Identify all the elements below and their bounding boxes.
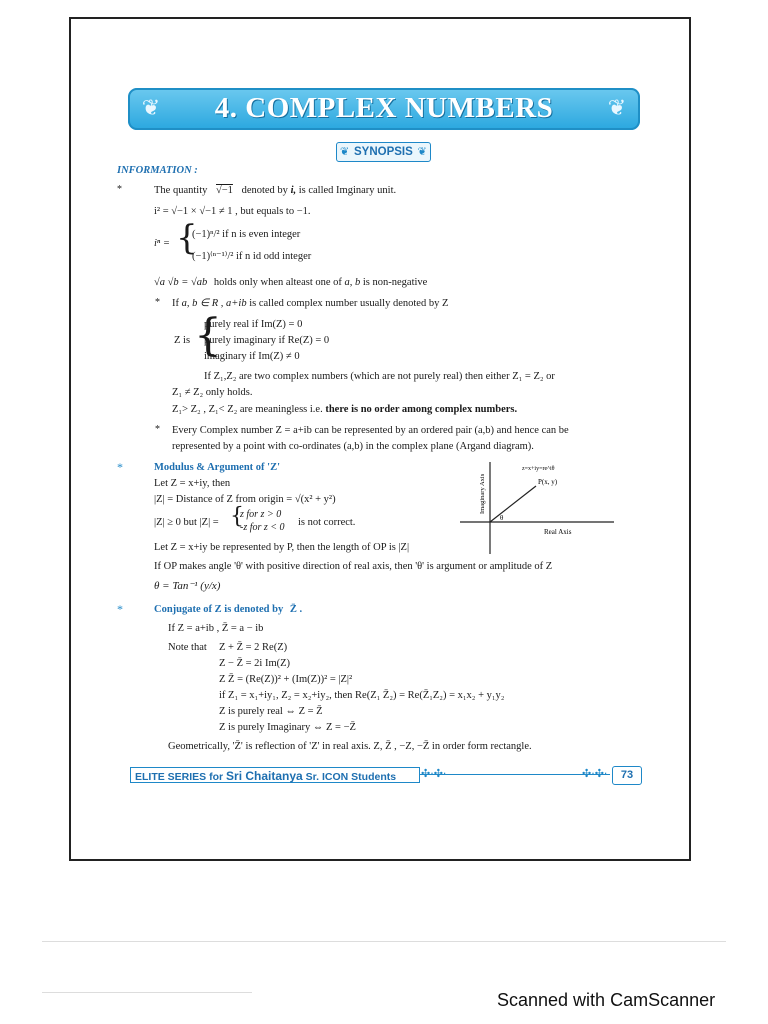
left-brace: { — [230, 504, 244, 529]
text-segment: Conjugate of Z is denoted by — [154, 604, 284, 615]
figure-angle-label: θ — [500, 514, 504, 522]
i-power-case-even: (−1)ⁿ/² if n is even integer — [192, 229, 301, 240]
conjugate-note: Note that — [168, 642, 207, 653]
figure-top-label: z=x+iy=re^iθ — [522, 466, 555, 472]
left-brace: { — [176, 218, 198, 258]
banner-ornament-right-icon: ❦ — [607, 96, 627, 121]
conjugate-geometric: Geometrically, 'Z̄' is reflection of 'Z' in real axis. Z, Z̄ , −Z, −Z̄ in order form rectangle. — [168, 741, 532, 752]
conjugate-property-1: Z + Z̄ = 2 Re(Z) — [219, 642, 288, 653]
modulus-op-length: Let Z = x+iy be represented by P, then the length of OP is |Z| — [154, 542, 410, 553]
sqrt-minus-one: √−1 — [216, 185, 233, 196]
i-power-n-lhs: iⁿ = — [154, 238, 170, 249]
case-purely-imaginary: purely imaginary if Re(Z) = 0 — [204, 335, 330, 346]
i-squared-line: i² = √−1 × √−1 ≠ 1 , but equals to −1. — [154, 206, 311, 217]
text-segment: a, b — [344, 277, 361, 288]
modulus-theta-formula: θ = Tan⁻¹ (y/x) — [154, 580, 221, 592]
footer-series-suffix: Sr. ICON Students — [305, 771, 397, 783]
figure-x-axis-label: Real Axis — [544, 528, 572, 536]
figure-y-axis-label: Imaginary Axis — [479, 473, 486, 514]
synopsis-ornament-right-icon: ❦ — [417, 145, 427, 158]
argand-line-1: Every Complex number Z = a+ib can be represented by an ordered pair (a,b) and hence can be — [172, 425, 569, 436]
synopsis-badge — [336, 142, 431, 162]
page-number: 73 — [612, 766, 642, 785]
sqrt-rule-line — [154, 276, 427, 289]
conjugate-property-5: Z is purely real ⇔ Z = Z̄ — [219, 706, 323, 717]
bullet-icon: * — [117, 602, 123, 616]
conjugate-property-2: Z − Z̄ = 2i Im(Z) — [219, 658, 291, 669]
synopsis-ornament-left-icon: ❦ — [340, 145, 350, 158]
conjugate-property-3: Z Z̄ = (Re(Z))² + (Im(Z))² = |Z|² — [219, 674, 353, 685]
conjugate-heading — [154, 603, 302, 616]
footer-dots-left-icon: ✣·✣· — [421, 767, 447, 780]
chapter-title: 4. COMPLEX NUMBERS — [214, 92, 554, 124]
modulus-not-correct: is not correct. — [298, 517, 356, 528]
text-segment: denoted by — [241, 185, 288, 196]
order-line-2: Z₁ ≠ Z₂ only holds. — [172, 387, 253, 398]
modulus-let: Let Z = x+iy, then — [154, 478, 231, 489]
bullet-icon: * — [155, 297, 160, 308]
text-segment: The quantity — [154, 185, 208, 196]
text-segment: √a √b = √ab — [154, 277, 208, 288]
case-purely-real: purely real if Im(Z) = 0 — [204, 319, 303, 330]
information-heading: INFORMATION : — [117, 165, 198, 176]
text-segment: holds only when alteast one of — [213, 277, 342, 288]
argand-line-2: represented by a point with co-ordinates (a,b) in the complex plane (Argand diagram). — [172, 441, 534, 452]
order-line-1: If Z₁,Z₂ are two complex numbers (which are not purely real) then either Z₁ = Z₂ or — [204, 371, 555, 382]
modulus-angle: If OP makes angle 'θ' with positive direction of real axis, then 'θ' is argument or amplitude of Z — [154, 561, 553, 572]
text-segment: a, b ∈ R , a+ib — [181, 298, 247, 309]
bullet-icon: * — [117, 460, 123, 474]
banner-ornament-left-icon: ❦ — [141, 96, 161, 121]
i-power-case-odd: (−1)⁽ⁿ⁻¹⁾/² if n id odd integer — [192, 251, 312, 262]
text-segment: i, — [290, 185, 297, 196]
text-segment: If — [172, 298, 179, 309]
footer-series — [130, 767, 420, 783]
scanner-watermark: Scanned with CamScanner — [497, 990, 716, 1010]
conjugate-symbol: Z̄ . — [289, 604, 303, 615]
text-segment: is non-negative — [362, 277, 428, 288]
modulus-heading: Modulus & Argument of 'Z' — [154, 462, 281, 473]
conjugate-definition: If Z = a+ib , Z̄ = a − ib — [168, 623, 264, 634]
imaginary-unit-text — [154, 184, 396, 197]
op-segment — [490, 486, 536, 522]
z-is-label: Z is — [174, 335, 191, 346]
modulus-distance: |Z| = Distance of Z from origin = √(x² + y²) — [154, 494, 336, 505]
text-segment: Z₁> Z₂ , Z₁< Z₂ are meaningless i.e. — [172, 404, 323, 415]
bullet-icon: * — [117, 184, 122, 195]
text-segment: is called complex number usually denoted by Z — [249, 298, 449, 309]
modulus-case-positive: z for z > 0 — [240, 509, 282, 520]
argand-diagram — [454, 458, 654, 558]
complex-definition — [172, 297, 448, 310]
footer-series-prefix: ELITE SERIES for — [135, 771, 224, 783]
bullet-icon: * — [155, 424, 160, 435]
footer-dots-right-icon: ✣·✣· — [582, 767, 608, 780]
scan-divider — [42, 992, 252, 993]
modulus-case-negative: -z for z < 0 — [240, 522, 285, 533]
scan-divider — [42, 941, 726, 942]
footer-brand: Sri Chaitanya — [226, 769, 303, 783]
text-segment: there is no order among complex numbers. — [325, 404, 518, 415]
conjugate-property-4: if Z₁ = x₁+iy₁, Z₂ = x₂+iy₂, then Re(Z₁ Z̄₂) = Re(Z̄₁Z₂) = x₁x₂ + y₁y₂ — [219, 690, 505, 701]
conjugate-property-6: Z is purely Imaginary ⇔ Z = −Z̄ — [219, 722, 356, 733]
modulus-condition: |Z| ≥ 0 but |Z| = — [154, 517, 219, 528]
chapter-banner — [128, 88, 640, 130]
left-brace: { — [194, 310, 222, 361]
figure-point-label: P(x, y) — [538, 478, 558, 486]
text-segment: is called Imginary unit. — [298, 185, 397, 196]
synopsis-label: SYNOPSIS — [354, 146, 413, 158]
case-imaginary: imaginary if Im(Z) ≠ 0 — [204, 351, 300, 362]
order-line-3 — [172, 403, 517, 416]
